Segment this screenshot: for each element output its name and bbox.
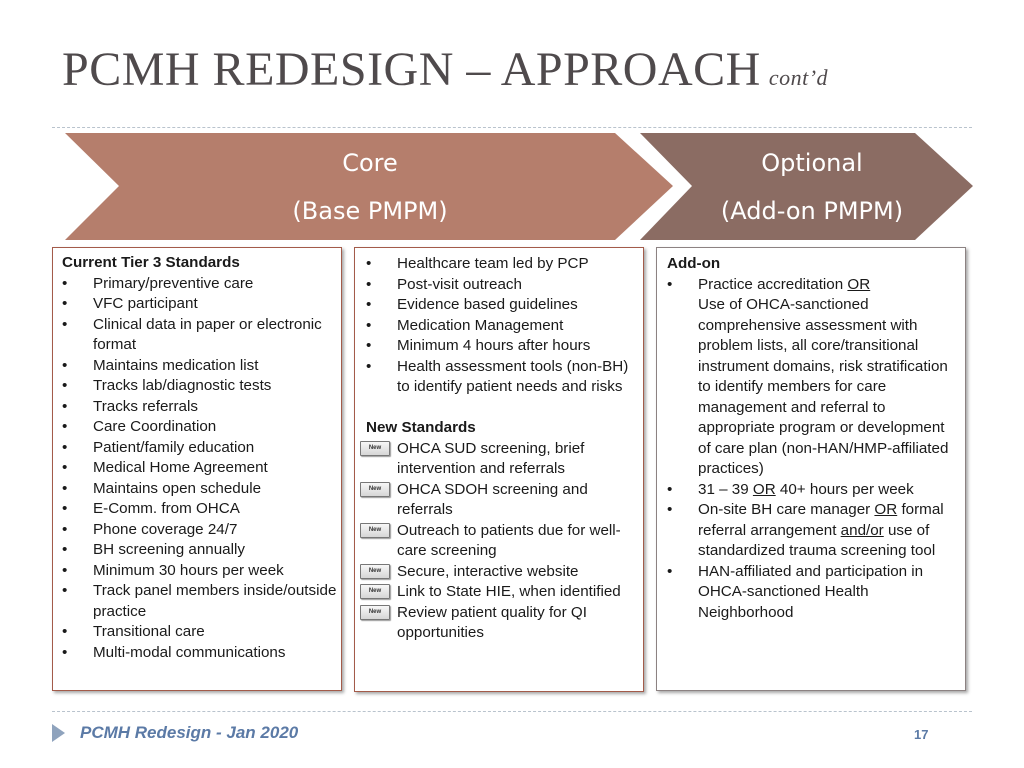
- current-standards-heading: Current Tier 3 Standards: [62, 254, 240, 271]
- footer-text: PCMH Redesign - Jan 2020: [80, 723, 299, 742]
- new-list-item: New OHCA SUD screening, brief intervention and referrals: [366, 439, 634, 480]
- page-title: [62, 42, 828, 97]
- new-badge: New: [360, 605, 390, 620]
- list-item: • Minimum 30 hours per week: [62, 561, 284, 579]
- list-item: • Primary/preventive care: [62, 274, 254, 292]
- list-item: • VFC participant: [62, 295, 198, 312]
- core-banner: [65, 133, 675, 240]
- optional-banner-text: [702, 133, 922, 240]
- optional-sublabel: (Add-on PMPM): [720, 196, 904, 225]
- list-item: • Patient/family education: [62, 438, 255, 456]
- list-item: • HAN-affiliated and participation in OHCA-sanctioned Health Neighborhood: [667, 562, 924, 621]
- new-list-item: New Outreach to patients due for well-care screening: [366, 521, 634, 562]
- current-standards-list: [62, 253, 337, 663]
- list-item: • 31 – 39 OR 40+ hours per week: [667, 480, 914, 498]
- list-item: • Medical Home Agreement: [62, 459, 268, 476]
- list-item: • Post-visit outreach: [366, 275, 522, 293]
- new-list-item: New OHCA SDOH screening and referrals: [366, 480, 634, 521]
- or-text: OR: [752, 480, 776, 498]
- list-item: • Track panel members inside/outside practice: [62, 582, 337, 620]
- list-item: • Healthcare team led by PCP: [366, 255, 589, 272]
- add-on-list: [667, 254, 959, 623]
- title-main: PCMH REDESIGN – APPROACH: [62, 43, 761, 96]
- core-sublabel: (Base PMPM): [292, 196, 448, 225]
- bottom-divider: [52, 711, 972, 712]
- list-item: • Medication Management: [366, 316, 564, 334]
- list-item: • Phone coverage 24/7: [62, 520, 238, 538]
- core-banner-text: [125, 133, 615, 240]
- footer-triangle-icon: [52, 724, 65, 742]
- list-item: • Care Coordination: [62, 418, 217, 435]
- list-item: • Evidence based guidelines: [366, 296, 578, 313]
- list-item: • Tracks referrals: [62, 397, 198, 415]
- list-item: • BH screening annually: [62, 541, 245, 558]
- list-item: • Health assessment tools (non-BH) to identify patient needs and risks: [366, 357, 629, 395]
- list-item: • Transitional care: [62, 623, 205, 640]
- new-badge: New: [360, 441, 390, 456]
- list-item: • Maintains medication list: [62, 356, 259, 374]
- new-badge: New: [360, 482, 390, 497]
- list-item: • Multi-modal communications: [62, 643, 286, 661]
- list-item: • On-site BH care manager OR formal referral arrangement and/or use of standardized trauma screening tool: [667, 501, 944, 559]
- or-text: OR: [874, 501, 898, 518]
- list-item: • Minimum 4 hours after hours: [366, 337, 591, 354]
- new-list-item: New Link to State HIE, when identified: [366, 582, 634, 603]
- core-label: Core: [342, 148, 398, 177]
- new-badge: New: [360, 523, 390, 538]
- and-or-text: and/or: [840, 521, 884, 539]
- new-list-item: New Secure, interactive website: [366, 562, 634, 583]
- top-divider: [52, 127, 972, 128]
- list-item: • Maintains open schedule: [62, 479, 262, 497]
- new-standards-heading: New Standards: [366, 419, 476, 436]
- list-item: • E-Comm. from OHCA: [62, 500, 240, 517]
- or-text: OR: [847, 275, 871, 293]
- list-item: • Clinical data in paper or electronic format: [62, 315, 322, 353]
- new-list-item: New Review patient quality for QI opportunities: [366, 603, 634, 644]
- list-item: • Tracks lab/diagnostic tests: [62, 377, 272, 394]
- title-suffix: cont’d: [768, 65, 829, 90]
- new-badge: New: [360, 584, 390, 599]
- optional-label: Optional: [761, 148, 863, 177]
- new-badge: New: [360, 564, 390, 579]
- page-number: 17: [914, 727, 929, 742]
- add-on-heading: Add-on: [667, 255, 721, 272]
- core-standards-list: [366, 254, 634, 644]
- list-item: • Practice accreditation OR Use of OHCA-sanctioned comprehensive assessment with problem lists, all core/transitional instrument domains, risk stratification to identify members for care management and referral to appropriate program or development of care plan (non-HAN/HMP-affiliated practices): [667, 275, 949, 477]
- optional-banner: [640, 133, 975, 240]
